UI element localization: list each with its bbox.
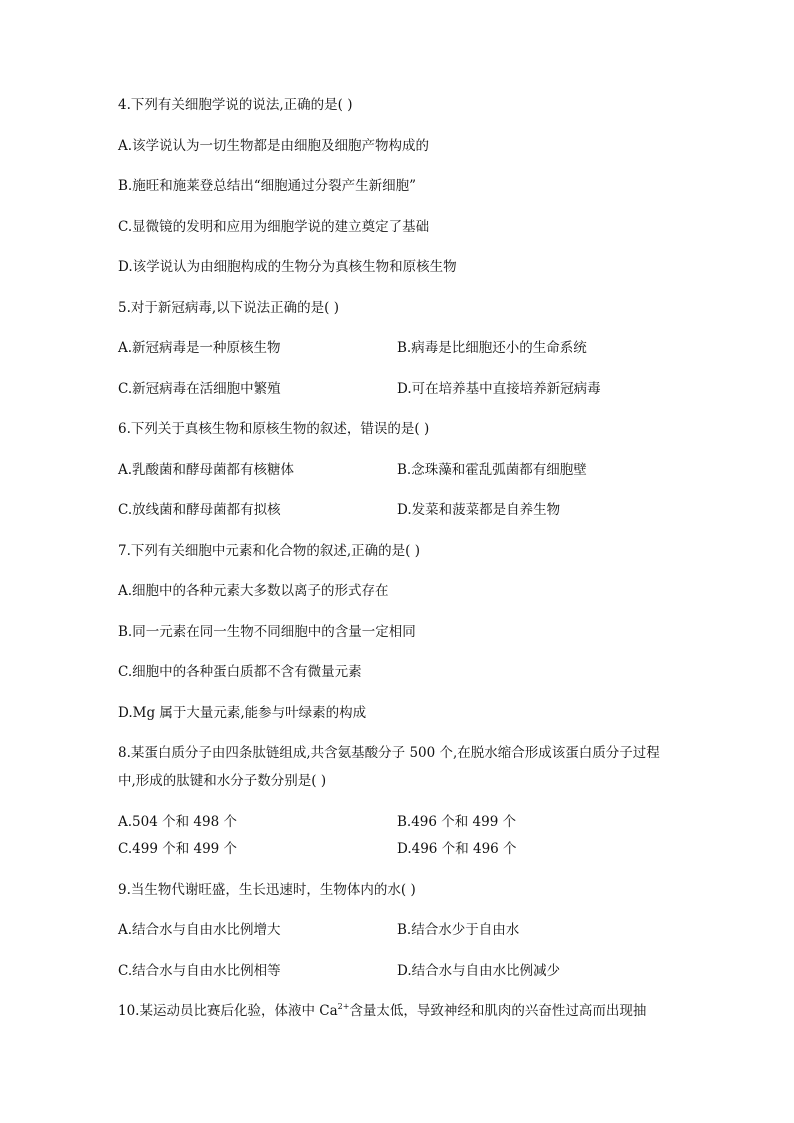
- question-9-option-c: C.结合水与自由水比例相等: [118, 963, 281, 979]
- question-10-stem-before: 10.某运动员比赛后化验，体液中 Ca: [118, 1003, 338, 1019]
- question-10-stem: [118, 1001, 646, 1021]
- question-8-option-a: A.504 个和 498 个: [118, 814, 237, 830]
- question-7-option-c: C.细胞中的各种蛋白质都不含有微量元素: [118, 664, 362, 680]
- question-9-option-b: B.结合水少于自由水: [397, 922, 520, 938]
- question-8-stem-line-1: 8.某蛋白质分子由四条肽链组成,共含氨基酸分子 500 个,在脱水缩合形成该蛋白质分子过程: [118, 745, 660, 761]
- question-7-stem: 7.下列有关细胞中元素和化合物的叙述,正确的是( ): [118, 543, 420, 559]
- question-4-option-b: B.施旺和施莱登总结出“细胞通过分裂产生新细胞”: [118, 178, 417, 194]
- calcium-ion-charge: 2+: [337, 1002, 350, 1011]
- question-6-option-c: C.放线菌和酵母菌都有拟核: [118, 502, 281, 518]
- question-8-option-c: C.499 个和 499 个: [118, 841, 238, 857]
- question-4-option-a: A.该学说认为一切生物都是由细胞及细胞产物构成的: [118, 138, 430, 154]
- question-10-stem-after: 含量太低，导致神经和肌肉的兴奋性过高而出现抽: [349, 1003, 647, 1019]
- question-9-stem: 9.当生物代谢旺盛，生长迅速时，生物体内的水( ): [118, 882, 416, 898]
- question-4-option-d: D.该学说认为由细胞构成的生物分为真核生物和原核生物: [118, 259, 457, 275]
- question-5-option-c: C.新冠病毒在活细胞中繁殖: [118, 381, 281, 397]
- question-9-option-d: D.结合水与自由水比例减少: [397, 963, 561, 979]
- question-7-option-a: A.细胞中的各种元素大多数以离子的形式存在: [118, 583, 389, 599]
- question-6-option-b: B.念珠藻和霍乱弧菌都有细胞壁: [397, 462, 587, 478]
- question-4-option-c: C.显微镜的发明和应用为细胞学说的建立奠定了基础: [118, 219, 430, 235]
- question-4-stem: 4.下列有关细胞学说的说法,正确的是( ): [118, 97, 353, 113]
- question-6-option-a: A.乳酸菌和酵母菌都有核糖体: [118, 462, 295, 478]
- question-5-option-a: A.新冠病毒是一种原核生物: [118, 340, 281, 356]
- question-7-option-d: D.Mg 属于大量元素,能参与叶绿素的构成: [118, 705, 367, 721]
- question-9-option-a: A.结合水与自由水比例增大: [118, 922, 281, 938]
- question-6-option-d: D.发菜和菠菜都是自养生物: [397, 502, 561, 518]
- question-6-stem: 6.下列关于真核生物和原核生物的叙述，错误的是( ): [118, 421, 430, 437]
- question-5-stem: 5.对于新冠病毒,以下说法正确的是( ): [118, 300, 339, 316]
- question-8-stem-line-2: 中,形成的肽键和水分子数分别是( ): [118, 773, 327, 789]
- question-7-option-b: B.同一元素在同一生物不同细胞中的含量一定相同: [118, 624, 416, 640]
- question-8-option-d: D.496 个和 496 个: [397, 841, 517, 857]
- question-5-option-d: D.可在培养基中直接培养新冠病毒: [397, 381, 601, 397]
- question-8-option-b: B.496 个和 499 个: [397, 814, 517, 830]
- question-5-option-b: B.病毒是比细胞还小的生命系统: [397, 340, 587, 356]
